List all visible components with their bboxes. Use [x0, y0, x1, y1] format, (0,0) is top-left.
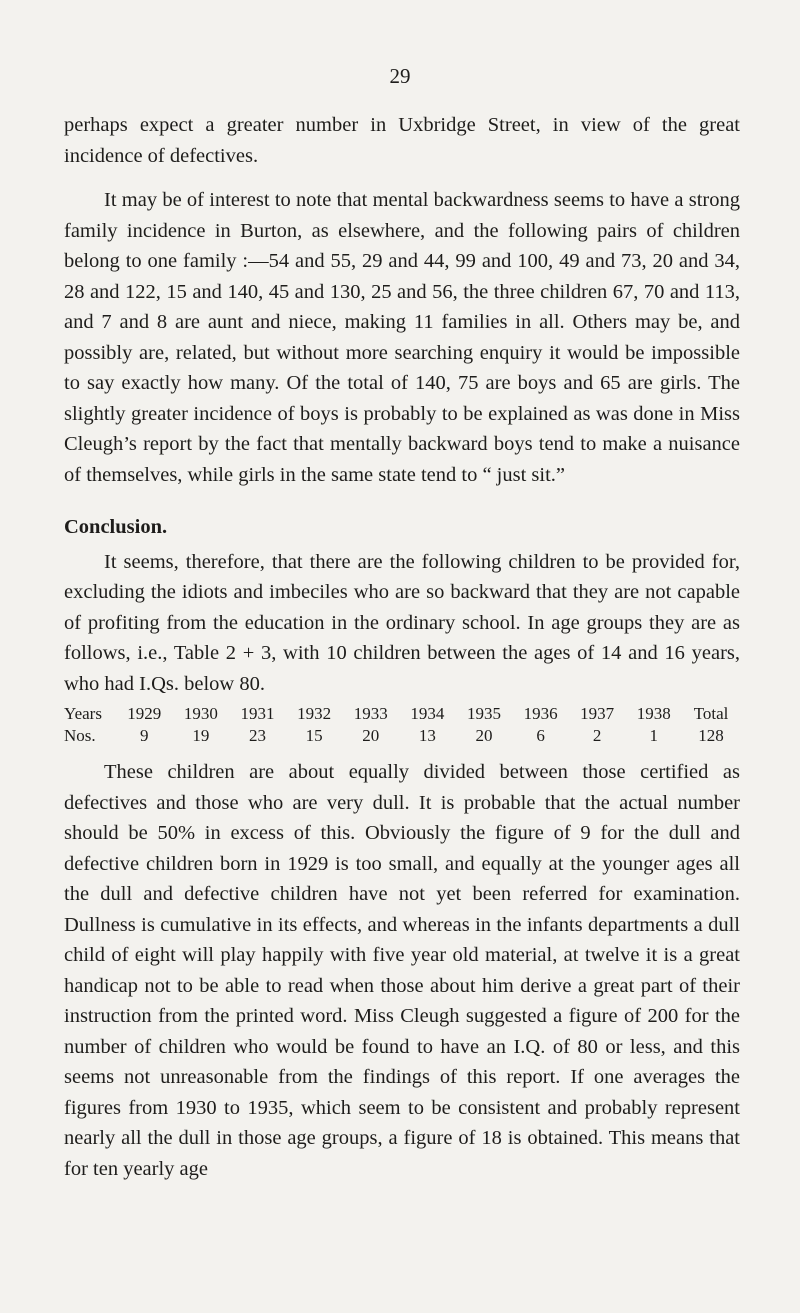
- table-cell: 2: [592, 726, 602, 745]
- row-label-nos: Nos.: [64, 726, 96, 745]
- table-cell: 1: [649, 726, 659, 745]
- age-group-table: [64, 703, 740, 747]
- row-label-years: Years: [64, 704, 102, 723]
- table-cell: 20: [475, 726, 493, 745]
- table-cell: 15: [305, 726, 323, 745]
- page-body: [64, 110, 740, 1184]
- table-cell: 1934: [410, 704, 445, 723]
- table-cell: 1935: [466, 704, 501, 723]
- table-cell: 1937: [580, 704, 615, 723]
- paragraph-continuation: perhaps expect a greater number in Uxbridge Street, in view of the great incidence of defectives.: [64, 114, 740, 167]
- table-cell: 6: [536, 726, 545, 745]
- section-heading-conclusion: Conclusion.: [64, 516, 168, 538]
- table-cell: 1931: [240, 704, 275, 723]
- table-cell: 1932: [297, 704, 332, 723]
- paragraph-estimates: These children are about equally divided between those certified as defectives and those who are very dull. It is probable that the actual number should be 50% in excess of this. Obviously the figure of 9 for the dull and defective children born in 1929 is too small, and equally at the younger ages all the dull and defective children have not yet been referred for examination. Dullness is cumulative in its effects, and whereas in the infants departments a dull child of eight will play happily with five year old material, at twelve it is a great handicap not to be able to read when those about him derive a great part of their instruction from the printed word. Miss Cleugh suggested a figure of 200 for the number of children who would be found to have an I.Q. of 80 or less, and this seems not unreasonable from the findings of this report. If one averages the figures from 1930 to 1935, which seem to be consistent and probably represent nearly all the dull in those age groups, a figure of 18 is obtained. This means that for ten yearly age: [64, 761, 740, 1180]
- table-cell: 9: [140, 726, 149, 745]
- paragraph-conclusion: It seems, therefore, that there are the following children to be provided for, excluding the idiots and imbeciles who are so backward that they are not capable of profiting from the education in the ordinary school. In age groups they are as follows, i.e., Table 2 + 3, with 10 children between the ages of 14 and 16 years, who had I.Qs. below 80.: [64, 550, 740, 695]
- table-cell: 1929: [127, 704, 162, 723]
- table-header-total: Total: [693, 704, 729, 723]
- table-cell: 1930: [183, 704, 218, 723]
- table-cell: 1938: [636, 704, 671, 723]
- table-row-years: [64, 703, 740, 725]
- table-cell: 1933: [353, 704, 388, 723]
- table-cell-total: 128: [698, 726, 724, 745]
- table-cell: 1936: [523, 704, 558, 723]
- paragraph-family-incidence: It may be of interest to note that mental backwardness seems to have a strong family incidence in Burton, as elsewhere, and the following pairs of children belong to one family :—54 and 55, 29 and 44, 99 and 100, 49 and 73, 20 and 34, 28 and 122, 15 and 140, 45 and 130, 25 and 56, the three children 67, 70 and 113, and 7 and 8 are aunt and niece, making 11 families in all. Others may be, and possibly are, related, but without more searching enquiry it would be impossible to say exactly how many. Of the total of 140, 75 are boys and 65 are girls. The slightly greater incidence of boys is probably to be explained as was done in Miss Cleugh’s report by the fact that mentally backward boys tend to make a nuisance of themselves, while girls in the same state tend to “ just sit.”: [64, 189, 740, 486]
- page-number: 29: [389, 64, 411, 88]
- table-cell: 23: [249, 726, 267, 745]
- table-cell: 13: [418, 726, 436, 745]
- table-row-nos: [64, 725, 740, 747]
- table-cell: 20: [362, 726, 380, 745]
- table-cell: 19: [192, 726, 210, 745]
